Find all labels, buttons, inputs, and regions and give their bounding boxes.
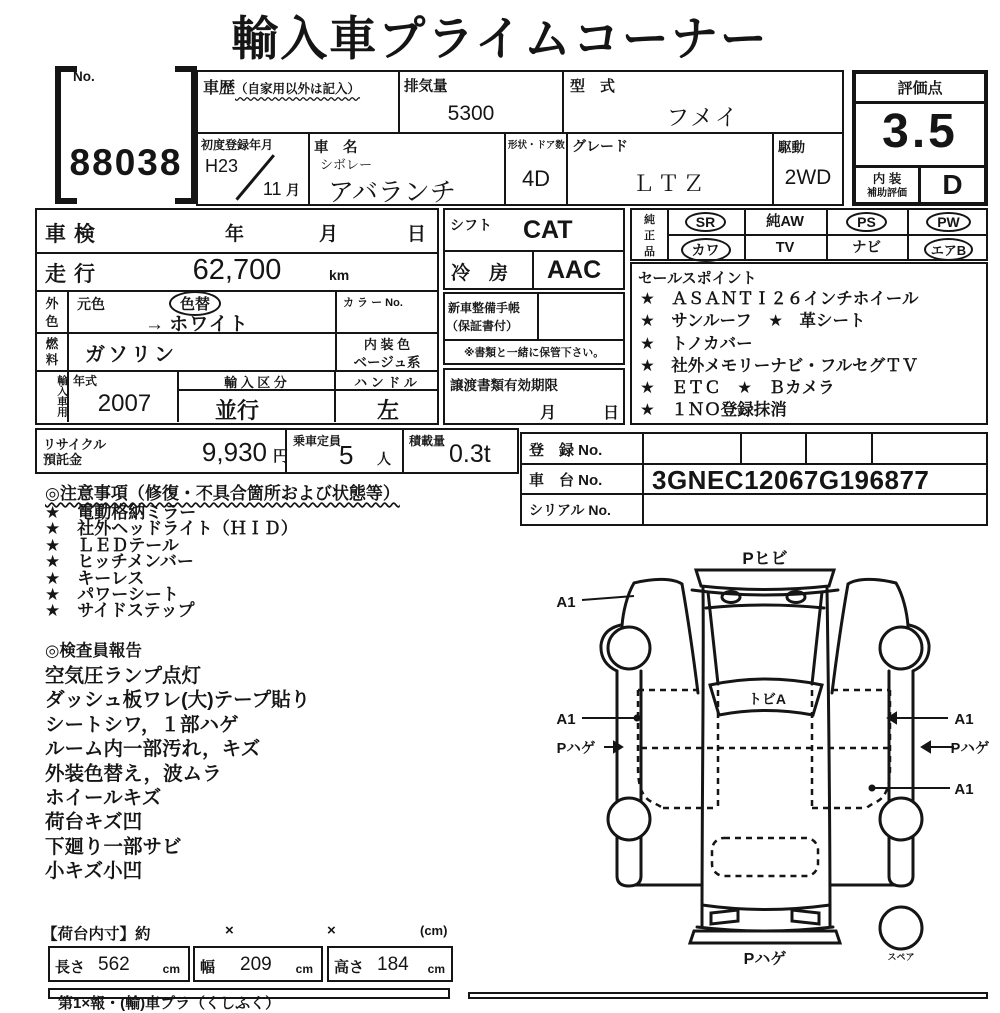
- reg-sub-divider-1: [740, 434, 742, 463]
- shift-value: CAT: [523, 216, 573, 244]
- bed-header-label: 【荷台内寸】約: [42, 926, 151, 943]
- lot-number-box: [55, 66, 197, 204]
- left-fender-damage-label: A1: [556, 594, 576, 611]
- import-class-value: 並行: [215, 398, 260, 423]
- mileage-row: [37, 252, 437, 292]
- report-line: 小キズ小凹: [45, 860, 143, 883]
- first-registration-month: 11: [262, 179, 282, 199]
- sales-points-header: セールスポイント: [638, 270, 757, 287]
- shaken-label: 車検: [45, 223, 103, 246]
- interior-label: 内 装: [872, 172, 902, 186]
- handle-value: 左: [377, 398, 400, 423]
- import-label-strip: [177, 370, 437, 391]
- ext-color-row: [37, 290, 437, 334]
- grade-label: グレード: [572, 138, 628, 154]
- sales-point-line: ★ ＡＳＡＮＴＩ２６インチホイール: [640, 290, 919, 308]
- recycle-amount: 9,930: [201, 437, 267, 467]
- bed-length-unit: cm: [162, 962, 180, 976]
- color-no-divider: [335, 290, 337, 332]
- service-book-cell: [445, 294, 539, 339]
- warranty-label: （保証書付）: [446, 319, 519, 333]
- model-code-value: フメイ: [666, 104, 740, 130]
- bed-length-cell: [48, 946, 190, 982]
- option-pw: PW: [907, 210, 990, 234]
- service-book-label: 新車整備手帳: [448, 301, 521, 315]
- rating-score: 3.5: [882, 105, 958, 158]
- report-line: 空気圧ランプ点灯: [45, 665, 202, 687]
- bed-length-value: 562: [98, 954, 130, 975]
- bed-height-unit: cm: [427, 962, 445, 976]
- report-line: 荷台キズ凹: [45, 811, 143, 834]
- reg-no-label: 登 録 No.: [529, 442, 603, 459]
- option-ps: PS: [826, 210, 907, 234]
- current-color: ホワイト: [169, 314, 249, 335]
- bed-height-cell: [327, 946, 453, 982]
- ext-label-2: 色: [45, 314, 59, 329]
- import-divider-2: [334, 370, 336, 422]
- mileage-unit: km: [329, 267, 350, 283]
- serial-no-label: シリアル No.: [529, 502, 611, 518]
- fuel-label-2: 料: [45, 353, 59, 367]
- report-line: ルーム内一部汚れ，キズ: [45, 738, 261, 761]
- report-line: シートシワ，１部ハゲ: [45, 713, 239, 736]
- transfer-month-unit: 月: [540, 405, 557, 422]
- option-aw: 純AW: [766, 214, 804, 230]
- ac-divider: [532, 250, 534, 288]
- page-title: 輸入車プライムコーナー: [231, 12, 769, 65]
- ac-row: [445, 250, 623, 288]
- right-panel-damage-label: Pハゲ: [950, 741, 990, 757]
- ac-value: AAC: [547, 256, 602, 284]
- drive-cell: [772, 132, 844, 206]
- fuel-row: [37, 332, 437, 372]
- shape-doors-value: 4D: [521, 166, 551, 191]
- left-door-damage-label: A1: [556, 711, 576, 728]
- keep-note-strip: [445, 339, 623, 363]
- notes-section: [45, 479, 465, 620]
- color-change-mark: 色替: [169, 291, 221, 316]
- shift-row: [445, 210, 623, 252]
- bed-width-unit: cm: [295, 962, 313, 976]
- drive-value: 2WD: [784, 166, 832, 189]
- shift-ac-box: [443, 208, 625, 290]
- cutoff-row: [48, 988, 450, 1012]
- bed-x1: ×: [225, 922, 234, 939]
- report-line: ダッシュ板ワレ(大)テープ貼り: [45, 689, 311, 712]
- ext-label-1: 外: [45, 296, 59, 311]
- interior-rating-row: [856, 165, 984, 202]
- pax-unit: 人: [377, 451, 391, 467]
- rating-box: [852, 70, 988, 206]
- displacement-cell: [398, 70, 564, 134]
- inspector-report-section: [45, 637, 465, 884]
- shape-doors-cell: [504, 132, 568, 206]
- load-label: 積載量: [409, 434, 446, 448]
- pax-label: 乗車定員: [293, 434, 342, 448]
- sales-point-line: ★ 社外メモリーナビ・フルセグＴＶ: [640, 356, 919, 375]
- grade-cell: [566, 132, 774, 206]
- first-registration-year: H23: [205, 156, 239, 176]
- keep-note: ※書類と一緒に保管下さい。: [463, 347, 605, 359]
- options-header-2: 正: [644, 230, 655, 242]
- service-book-box: [443, 292, 625, 365]
- mileage-value: 62,700: [192, 254, 282, 286]
- interior-grade: D: [942, 169, 963, 200]
- left-panel-damage-label: Pハゲ: [556, 741, 596, 757]
- pax-value: 5: [339, 440, 354, 470]
- car-name-value: アバランチ: [328, 177, 456, 207]
- recycle-unit: 円: [273, 448, 289, 465]
- history-cell: [196, 70, 400, 134]
- bed-x2: ×: [327, 922, 336, 939]
- reg-label-divider: [642, 434, 644, 524]
- sales-point-line: ★ ＥＴＣ ★ Ｂカメラ: [640, 379, 835, 398]
- factory-options-table: [630, 208, 988, 261]
- int-color-value: ベージュ系: [353, 355, 421, 370]
- fuel-label-1: 燃: [45, 337, 59, 351]
- sales-points-box: [630, 262, 988, 425]
- options-header-1: 純: [644, 214, 655, 226]
- shape-doors-label: 形状・ドア数: [508, 140, 565, 151]
- lot-number: 88038: [69, 142, 183, 183]
- reg-sub-divider-2: [805, 434, 807, 463]
- front-bumper-damage-label: Pヒビ: [742, 549, 788, 568]
- displacement-value: 5300: [447, 102, 495, 125]
- shaken-day-unit: 日: [407, 224, 427, 245]
- recycle-row: [35, 428, 519, 474]
- option-sr: SR: [667, 210, 744, 234]
- report-line: ホイールキズ: [45, 787, 162, 810]
- windshield-damage-label: トビA: [747, 691, 787, 707]
- right-door-damage-label: A1: [954, 711, 974, 728]
- interior-label-cell: [856, 168, 921, 202]
- rear-bumper-damage-label: Pハゲ: [743, 951, 787, 968]
- month-unit: 月: [286, 182, 300, 198]
- import-row: [37, 370, 437, 422]
- history-note: （自家用以外は記入）: [235, 82, 361, 96]
- spare-tire-label: スペア: [887, 952, 915, 962]
- note-line: ★ 電動格納ミラー: [45, 503, 197, 522]
- fuel-value: ガソリン: [85, 344, 177, 366]
- recycle-divider-2: [402, 430, 404, 472]
- sales-point-line: ★ サンルーフ ★ 革シート: [640, 312, 866, 331]
- model-year-label: 年式: [73, 374, 98, 388]
- note-line: ★ ＬＥＤテール: [45, 535, 179, 555]
- car-damage-diagram: [530, 538, 1000, 1000]
- report-line: 下廻り一部サビ: [45, 835, 182, 858]
- option-tv: TV: [775, 240, 795, 256]
- sales-point-line: ★ １ＮＯ登録抹消: [640, 401, 787, 420]
- color-arrow: →: [145, 314, 164, 335]
- notes-header: ◎注意事項（修復・不具合箇所および状態等）: [45, 484, 400, 503]
- chassis-no-label: 車 台 No.: [529, 472, 603, 489]
- right-quarter-damage-label: A1: [954, 781, 974, 798]
- transfer-docs-label: 譲渡書類有効期限: [450, 378, 558, 393]
- transfer-day-unit: 日: [603, 405, 620, 422]
- main-left-table: [35, 208, 439, 425]
- option-kawa: カワ: [667, 236, 744, 260]
- chassis-no-value: 3GNEC12067G196877: [652, 465, 930, 495]
- registration-table: [520, 432, 988, 526]
- recycle-label-1: リサイクル: [43, 437, 107, 452]
- option-airbag: エアB: [907, 236, 990, 260]
- bed-width-label: 幅: [200, 959, 216, 976]
- orig-color-label: 元色: [77, 296, 105, 312]
- bed-height-value: 184: [377, 954, 409, 975]
- int-color-label: 内 装 色: [363, 337, 411, 352]
- fuel-header: [37, 332, 69, 370]
- lot-no-label: No.: [73, 69, 95, 84]
- bed-width-value: 209: [240, 954, 272, 975]
- shift-label: シフト: [450, 217, 492, 233]
- option-navi: ナビ: [852, 240, 881, 256]
- import-class-label: 輸 入 区 分: [224, 375, 287, 390]
- cutoff-partial-text: 第1×報・(輸)車プラ（くしふく）: [58, 995, 281, 1012]
- note-line: ★ サイドステップ: [45, 601, 195, 621]
- import-header: [37, 370, 69, 422]
- displacement-label: 排気量: [404, 79, 448, 95]
- shaken-month-unit: 月: [319, 224, 339, 245]
- note-line: ★ キーレス: [45, 568, 145, 588]
- shaken-year-unit: 年: [225, 224, 245, 245]
- shaken-row: [37, 210, 437, 254]
- model-code-label: 型 式: [570, 78, 616, 95]
- model-year-value: 2007: [97, 390, 152, 417]
- transfer-docs-box: [443, 368, 625, 425]
- bed-dimensions-header: [42, 922, 462, 944]
- import-header-label: 輸入車用: [56, 375, 68, 417]
- history-label: 車歴: [203, 80, 236, 97]
- bed-unit: (cm): [420, 923, 448, 938]
- bed-length-label: 長さ: [55, 959, 86, 976]
- car-name-label: 車 名: [314, 140, 358, 156]
- rating-label: 評価点: [856, 74, 984, 104]
- report-line: 外装色替え，波ムラ: [45, 762, 222, 785]
- reg-sub-divider-3: [871, 434, 873, 463]
- first-registration-label: 初度登録年月: [201, 138, 274, 152]
- bed-height-label: 高さ: [334, 959, 365, 976]
- model-code-cell: [562, 70, 844, 134]
- handle-label: ハ ン ド ル: [354, 375, 417, 390]
- interior-sub-label: 補助評価: [867, 188, 907, 199]
- recycle-label-2: 預託金: [43, 452, 83, 467]
- sales-point-line: ★ トノカバー: [640, 334, 753, 353]
- color-no-label: カ ラ ー No.: [343, 297, 403, 309]
- note-line: ★ 社外ヘッドライト（ＨＩＤ）: [45, 519, 298, 539]
- car-name-cell: [308, 132, 506, 206]
- grade-value: ＬＴＺ: [632, 171, 708, 196]
- note-line: ★ パワーシート: [45, 585, 179, 605]
- load-value: 0.3t: [449, 440, 491, 468]
- inspector-report-header: ◎検査員報告: [45, 642, 142, 660]
- options-header-3: 品: [644, 246, 655, 258]
- ac-label: 冷 房: [451, 263, 509, 284]
- bed-width-cell: [193, 946, 323, 982]
- mileage-label: 走行: [45, 263, 103, 286]
- first-registration-cell: [196, 132, 310, 206]
- recycle-divider-1: [285, 430, 287, 472]
- ext-color-header: [37, 290, 69, 332]
- maker-name: シボレー: [320, 157, 373, 172]
- factory-options-header: [632, 210, 669, 259]
- note-line: ★ ヒッチメンバー: [45, 552, 194, 572]
- drive-label: 駆動: [778, 140, 805, 155]
